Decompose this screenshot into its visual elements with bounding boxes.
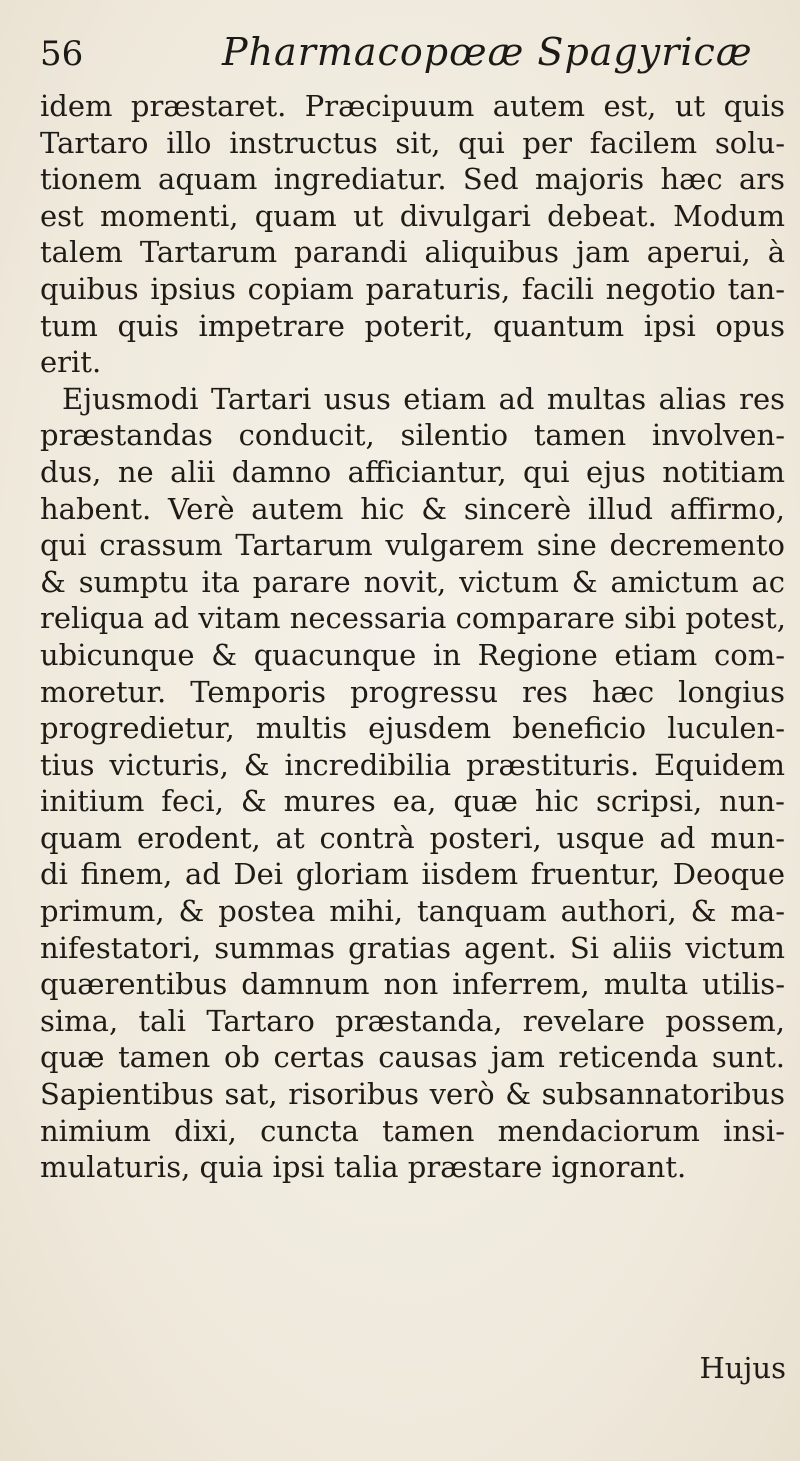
text-line: dus, ne alii damno afficiantur, qui ejus notitiam xyxy=(40,454,785,489)
running-head: Pharmacopœæ Spagyricæ xyxy=(222,30,753,74)
text-line: erit. xyxy=(40,345,102,380)
text-line: est momenti, quam ut divulgari debeat. Modum xyxy=(40,198,785,233)
body-text xyxy=(40,88,785,1186)
text-line: idem præstaret. Præcipuum autem est, ut quis xyxy=(40,89,785,123)
text-line: quæ tamen ob certas causas jam reticenda sunt. xyxy=(40,1040,785,1075)
text-line: quærentibus damnum non inferrem, multa utilis- xyxy=(40,967,785,1002)
text-line: progredietur, multis ejusdem beneficio luculen- xyxy=(40,711,785,746)
text-line: habent. Verè autem hic & sincerè illud affirmo, xyxy=(40,491,785,526)
text-line: qui crassum Tartarum vulgarem sine decremento xyxy=(40,528,785,563)
text-line: nifestatori, summas gratias agent. Si aliis victum xyxy=(40,930,785,965)
text-line: initium feci, & mures ea, quæ hic scripsi, nun- xyxy=(40,784,785,819)
page-number: 56 xyxy=(40,34,84,74)
text-line: quam erodent, at contrà posteri, usque ad mun- xyxy=(40,820,785,855)
page-header xyxy=(40,28,770,78)
text-line: talem Tartarum parandi aliquibus jam aperui, à xyxy=(40,235,785,270)
text-line: mulaturis, quia ipsi talia præstare ignorant. xyxy=(40,1150,687,1185)
text-line: præstandas conducit, silentio tamen involven- xyxy=(40,418,785,453)
text-line: reliqua ad vitam necessaria comparare sibi potest, xyxy=(40,601,786,636)
text-line: moretur. Temporis progressu res hæc longius xyxy=(40,674,785,709)
text-line: tum quis impetrare poterit, quantum ipsi opus xyxy=(40,308,785,343)
text-line: ubicunque & quacunque in Regione etiam com- xyxy=(40,637,785,672)
text-line: & sumptu ita parare novit, victum & amictum ac xyxy=(40,564,785,599)
text-line: tius victuris, & incredibilia præstituris. Equidem xyxy=(40,747,785,782)
text-line: nimium dixi, cuncta tamen mendaciorum insi- xyxy=(40,1113,785,1148)
text-line: sima, tali Tartaro præstanda, revelare possem, xyxy=(40,1003,785,1038)
text-line: primum, & postea mihi, tanquam authori, & ma- xyxy=(40,894,785,929)
text-line: tionem aquam ingrediatur. Sed majoris hæc ars xyxy=(40,162,785,197)
catchword: Hujus xyxy=(699,1351,786,1385)
text-line: di finem, ad Dei gloriam iisdem fruentur, Deoque xyxy=(40,857,785,892)
text-line: quibus ipsius copiam paraturis, facili negotio tan- xyxy=(40,271,785,306)
text-line: Sapientibus sat, risoribus verò & subsannatoribus xyxy=(40,1077,785,1112)
paragraph-start-line: Ejusmodi Tartari usus etiam ad multas alias res xyxy=(62,381,785,416)
text-line: Tartaro illo instructus sit, qui per facilem solu- xyxy=(40,125,785,160)
